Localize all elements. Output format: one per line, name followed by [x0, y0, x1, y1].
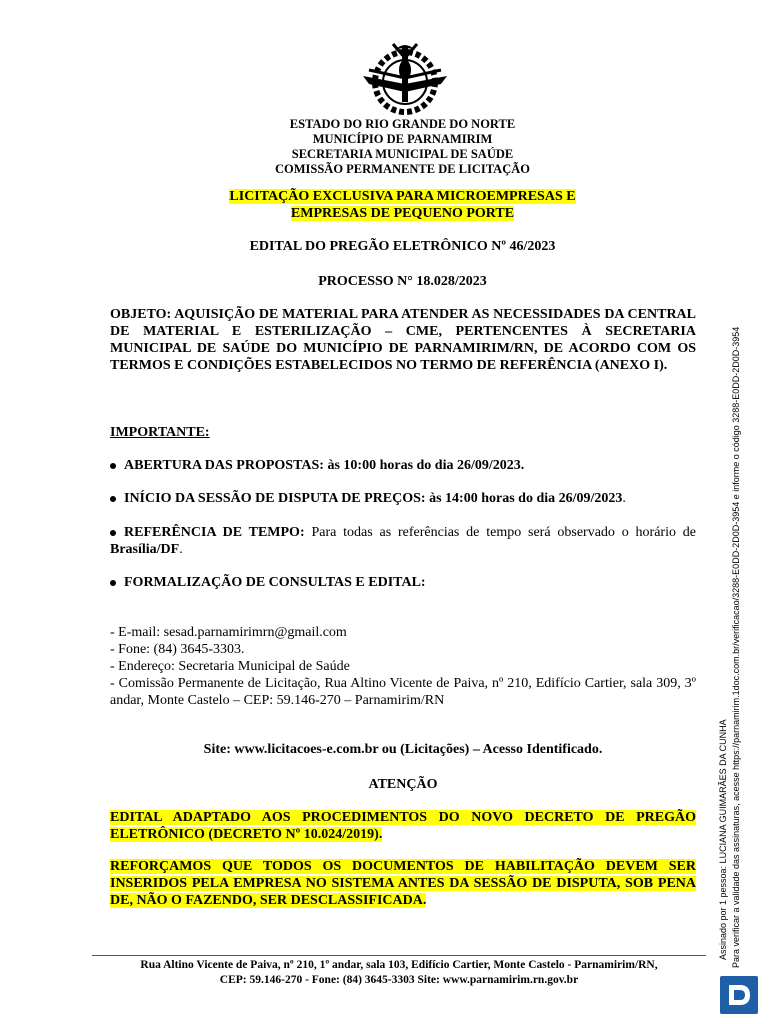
abertura-value: : às 10:00 horas do dia 26/09/2023.	[319, 458, 525, 473]
exclusive-title	[0, 188, 770, 222]
bullet-icon	[110, 496, 116, 502]
edital-title: EDITAL DO PREGÃO ELETRÔNICO Nº 46/2023	[249, 239, 556, 254]
warning-decree	[110, 809, 696, 843]
contact-address: - Endereço: Secretaria Municipal de Saúde	[110, 659, 350, 674]
bullet-inicio	[110, 490, 696, 507]
signature-notice: Assinado por 1 pessoa: LUCIANA GUIMARÃES DA CUNHA	[718, 719, 728, 960]
atencao-heading: ATENÇÃO	[368, 777, 438, 792]
exclusive-line-1: LICITAÇÃO EXCLUSIVA PARA MICROEMPRESAS E	[229, 189, 576, 204]
ref-bold: Brasília/DF	[110, 542, 180, 557]
header-line-municipality: MUNICÍPIO DE PARNAMIRIM	[312, 132, 493, 146]
inicio-label: INÍCIO DA SESSÃO DE DISPUTA DE PREÇOS:	[124, 491, 426, 506]
header-line-secretariat: SECRETARIA MUNICIPAL DE SAÚDE	[291, 147, 514, 161]
contacts-block	[110, 624, 696, 709]
exclusive-line-2: EMPRESAS DE PEQUENO PORTE	[290, 206, 515, 221]
inicio-end: .	[622, 491, 626, 506]
importante-heading	[110, 424, 696, 441]
ref-label: REFERÊNCIA DE TEMPO:	[124, 525, 305, 540]
coat-of-arms-logo	[355, 40, 455, 118]
1doc-badge-icon[interactable]	[720, 976, 758, 1014]
header-line-state: ESTADO DO RIO GRANDE DO NORTE	[289, 117, 516, 131]
formalizacao-label: FORMALIZAÇÃO DE CONSULTAS E EDITAL:	[124, 575, 426, 590]
bullet-formalizacao	[110, 574, 696, 591]
header-block	[0, 117, 770, 177]
warning-documents	[110, 858, 696, 909]
bullet-abertura	[110, 457, 696, 474]
contact-phone: - Fone: (84) 3645-3303.	[110, 642, 245, 657]
bullet-icon	[110, 530, 116, 536]
site-line: Site: www.licitacoes-e.com.br ou (Licitações) – Acesso Identificado.	[203, 742, 603, 757]
objeto-paragraph: OBJETO: AQUISIÇÃO DE MATERIAL PARA ATENDER AS NECESSIDADES DA CENTRAL DE MATERIAL E ESTERILIZAÇÃO – CME, PERTENCENTES À SECRETARIA MUNICIPAL DE SAÚDE DO MUNICÍPIO DE PARNAMIRIM/RN, DE ACORDO COM OS TERMOS E CONDIÇÕES ESTABELECIDOS NO TERMO DE REFERÊNCIA (ANEXO I).	[110, 307, 696, 373]
abertura-label: ABERTURA DAS PROPOSTAS	[124, 458, 320, 473]
contact-commission: - Comissão Permanente de Licitação, Rua Altino Vicente de Paiva, nº 210, Edifício Cartier, sala 309, 3º andar, Monte Castelo – CEP: 59.146-270 – Parnamirim/RN	[110, 676, 696, 708]
contact-email: - E-mail: sesad.parnamirimrn@gmail.com	[110, 625, 347, 640]
ref-end: .	[179, 542, 183, 557]
processo-number: PROCESSO N° 18.028/2023	[318, 274, 487, 289]
footer-line-1: Rua Altino Vicente de Paiva, nº 210, 1º andar, sala 103, Edifício Cartier, Monte Castelo - Parnamirim/RN,	[140, 959, 658, 971]
importante-label: IMPORTANTE:	[110, 425, 210, 440]
ref-value: Para todas as referências de tempo será observado o horário de	[304, 525, 696, 540]
bullet-icon	[110, 463, 116, 469]
bullet-icon	[110, 580, 116, 586]
bullet-referencia	[110, 524, 696, 558]
warning-decree-text: EDITAL ADAPTADO AOS PROCEDIMENTOS DO NOVO DECRETO DE PREGÃO ELETRÔNICO (DECRETO Nº 10.024/2019).	[110, 810, 696, 842]
inicio-value: às 14:00 horas do dia 26/09/2023	[425, 491, 623, 506]
footer-address	[92, 958, 706, 988]
footer-divider	[92, 955, 706, 956]
footer-line-2: CEP: 59.146-270 - Fone: (84) 3645-3303 Site: www.parnamirim.rn.gov.br	[219, 974, 579, 986]
header-line-commission: COMISSÃO PERMANENTE DE LICITAÇÃO	[274, 162, 530, 176]
warning-documents-text: REFORÇAMOS QUE TODOS OS DOCUMENTOS DE HABILITAÇÃO DEVEM SER INSERIDOS PELA EMPRESA NO SISTEMA ANTES DA SESSÃO DE DISPUTA, SOB PENA DE, NÃO O FAZENDO, SER DESCLASSIFICADA.	[110, 859, 696, 908]
verification-notice: Para verificar a validade das assinaturas, acesse https://parnamirim.1doc.com.br/verificacao/3288-E0DD-2D0D-3954 e informe o código 3288-E0DD-2D0D-3954	[731, 326, 741, 968]
